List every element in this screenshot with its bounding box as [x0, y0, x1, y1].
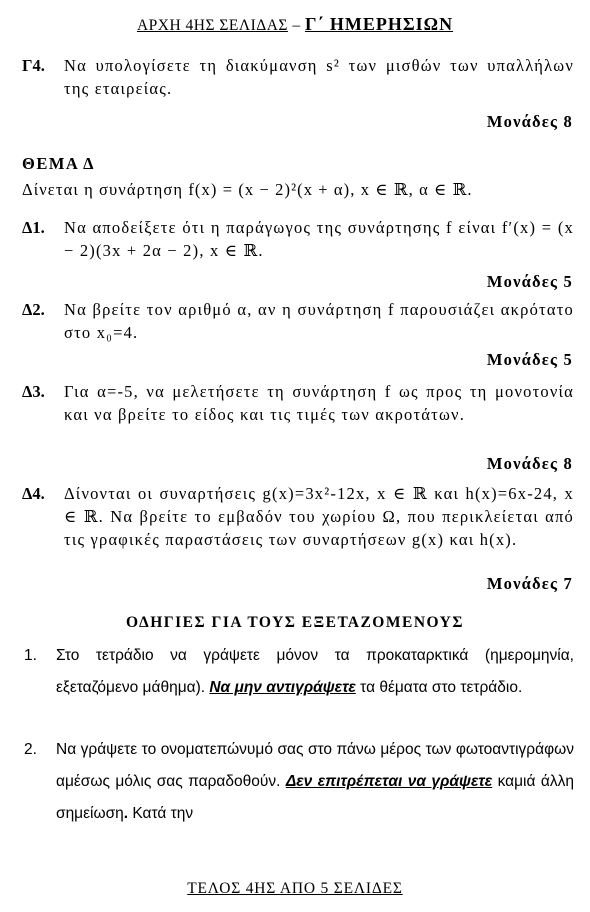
theme-title: ΘΕΜΑ Δ	[22, 154, 95, 173]
instruction-text-part: .	[123, 805, 129, 822]
marks-d4: Μονάδες 7	[486, 574, 573, 593]
question-text: Δίνονται οι συναρτήσεις g(x)=3x²-12x, x ∈ ℝ και h(x)=6x-24, x ∈ ℝ. Να βρείτε το εμβαδόν του χωρίου Ω, που περικλείεται από τις γραφικές παραστάσεις των συναρτήσεων g(x) και h(x).	[64, 484, 574, 549]
question-text: Να υπολογίσετε τη διακύμανση s² των μισθών των υπαλλήλων της εταιρείας.	[64, 56, 574, 98]
instruction-number: 1.	[24, 647, 37, 664]
question-label: Δ3.	[22, 382, 45, 401]
instruction-text-part: καμιά άλλη σημείωση	[56, 773, 574, 822]
header-class-label: Γ΄ ΗΜΕΡΗΣΙΩΝ	[304, 14, 454, 34]
marks-g4: Μονάδες 8	[486, 112, 573, 131]
instruction-emphasis: Να μην αντιγράψετε	[209, 679, 356, 696]
question-text: Να βρείτε τον αριθμό α, αν η συνάρτηση f παρουσιάζει ακρότατο στο x₀=4.	[64, 300, 574, 342]
instruction-text	[56, 734, 574, 830]
header-dash: –	[292, 17, 301, 34]
instruction-text-part: Κατά την	[128, 805, 194, 822]
question-label: Δ1.	[22, 218, 45, 237]
question-d3	[22, 380, 574, 426]
page-header	[0, 14, 590, 35]
question-text: Να αποδείξετε ότι η παράγωγος της συνάρτησης f είναι f′(x) = (x − 2)(3x + 2α − 2), x ∈ ℝ.	[64, 218, 574, 260]
question-label: Γ4.	[22, 56, 45, 75]
marks-d1: Μονάδες 5	[486, 272, 573, 291]
question-d2	[22, 298, 574, 344]
instruction-text-part: τα θέματα στο τετράδιο.	[355, 679, 523, 696]
instruction-text	[56, 640, 574, 704]
question-d4	[22, 482, 574, 551]
question-g4	[22, 54, 574, 100]
instruction-item-1	[22, 640, 574, 704]
instruction-text-part: Να γράψετε το ονοματεπώνυμό σας στο πάνω μέρος των φωτοαντιγράφων αμέσως μόλις σας παραδοθούν.	[56, 741, 574, 790]
marks-d3: Μονάδες 8	[486, 454, 573, 473]
instruction-item-2	[22, 734, 574, 830]
instruction-text-part: Στο τετράδιο να γράψετε μόνον τα προκαταρκτικά (ημερομηνία, εξεταζόμενο μάθημα).	[56, 647, 574, 696]
question-label: Δ2.	[22, 300, 45, 319]
marks-d2: Μονάδες 5	[486, 350, 573, 369]
instruction-emphasis: Δεν επιτρέπεται να γράψετε	[285, 773, 493, 790]
header-page-label: ΑΡΧΗ 4ΗΣ ΣΕΛΙΔΑΣ	[136, 17, 288, 34]
instructions-title: ΟΔΗΓΙΕΣ ΓΙΑ ΤΟΥΣ ΕΞΕΤΑΖΟΜΕΝΟΥΣ	[125, 614, 465, 631]
question-text: Για α=-5, να μελετήσετε τη συνάρτηση f ως προς τη μονοτονία και να βρείτε το είδος και τις τιμές των ακροτάτων.	[64, 382, 574, 424]
page-footer: ΤΕΛΟΣ 4ΗΣ ΑΠΟ 5 ΣΕΛΙΔΕΣ	[187, 880, 403, 897]
theme-given: Δίνεται η συνάρτηση f(x) = (x − 2)²(x + α), x ∈ ℝ, α ∈ ℝ.	[22, 180, 473, 199]
question-label: Δ4.	[22, 484, 45, 503]
instruction-number: 2.	[24, 741, 37, 758]
question-d1	[22, 216, 574, 262]
